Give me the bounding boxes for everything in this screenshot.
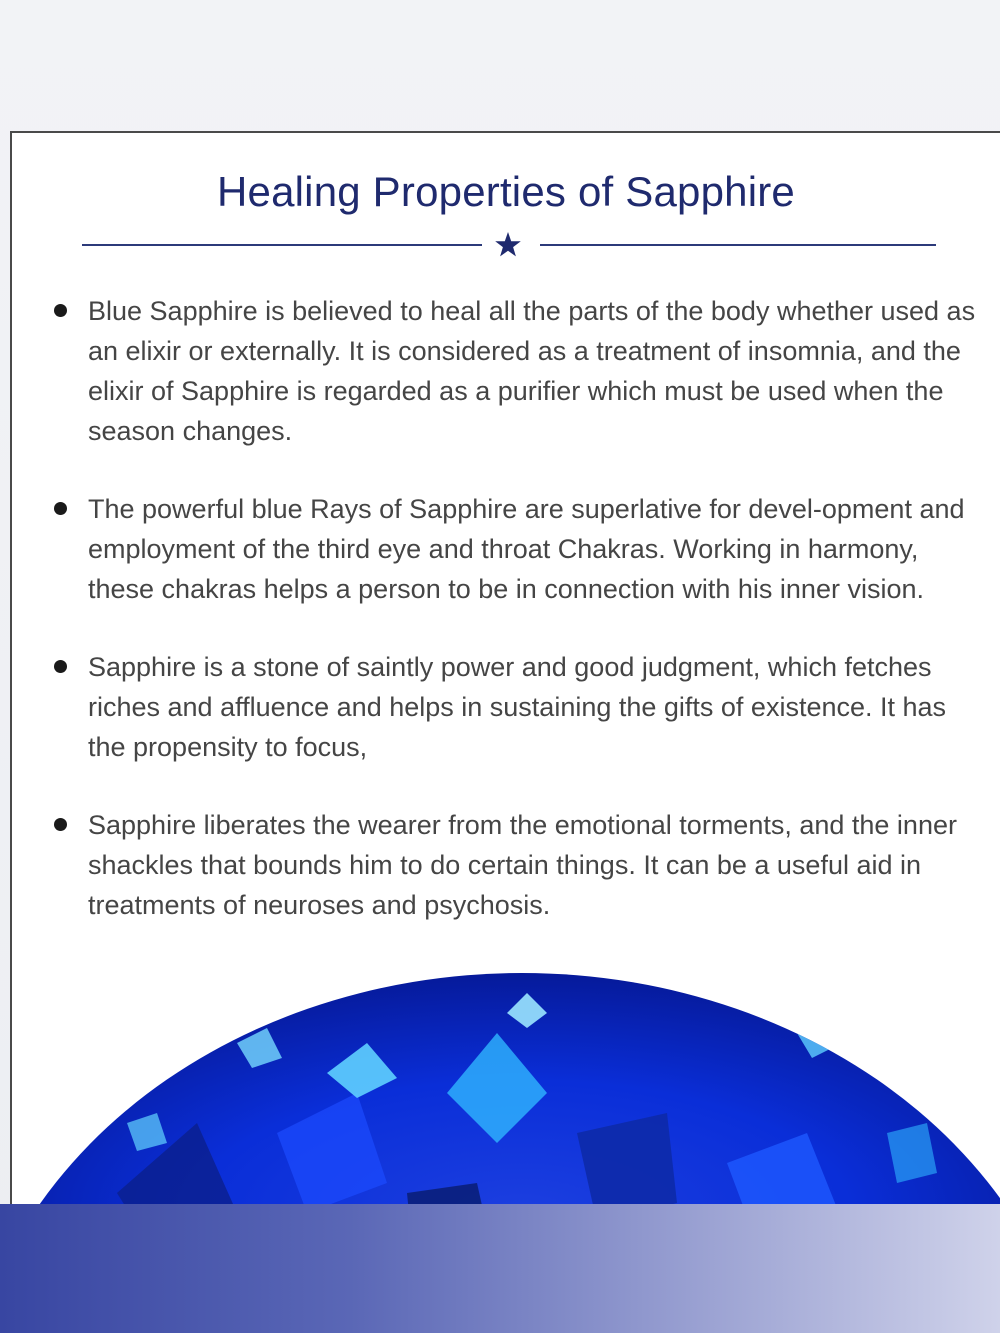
page-title: Healing Properties of Sapphire [216, 168, 795, 215]
divider-line-right [540, 244, 936, 246]
list-item-text: Sapphire is a stone of saintly power and good judgment, which fetches riches and affluence and helps in sustaining the gifts of existence. It has the propensity to focus, [88, 652, 947, 762]
sapphire-gem-image [27, 973, 1000, 1204]
bullet-dot-icon [54, 304, 67, 317]
divider-line-left [82, 244, 482, 246]
list-item-text: The powerful blue Rays of Sapphire are superlative for devel-opment and employment of the third eye and throat Chakras. Working in harmony, these chakras helps a person to be in connection with his inner vision. [88, 494, 965, 604]
footer-band [0, 1204, 1000, 1333]
list-item [52, 647, 982, 767]
infographic-card [10, 131, 1000, 1204]
list-item [52, 291, 982, 451]
list-item [52, 805, 982, 925]
bullet-dot-icon [54, 660, 67, 673]
list-item-text: Blue Sapphire is believed to heal all the parts of the body whether used as an elixir or externally. It is considered as a treatment of insomnia, and the elixir of Sapphire is regarded as a purifier which must be used when the season changes. [88, 296, 976, 446]
list-item [52, 489, 982, 609]
list-item-text: Sapphire liberates the wearer from the emotional torments, and the inner shackles that bounds him to do certain things. It can be a useful aid in treatments of neuroses and psychosis. [88, 810, 957, 920]
bullet-list [52, 291, 982, 963]
star-icon [490, 227, 526, 263]
bullet-dot-icon [54, 818, 67, 831]
bullet-dot-icon [54, 502, 67, 515]
